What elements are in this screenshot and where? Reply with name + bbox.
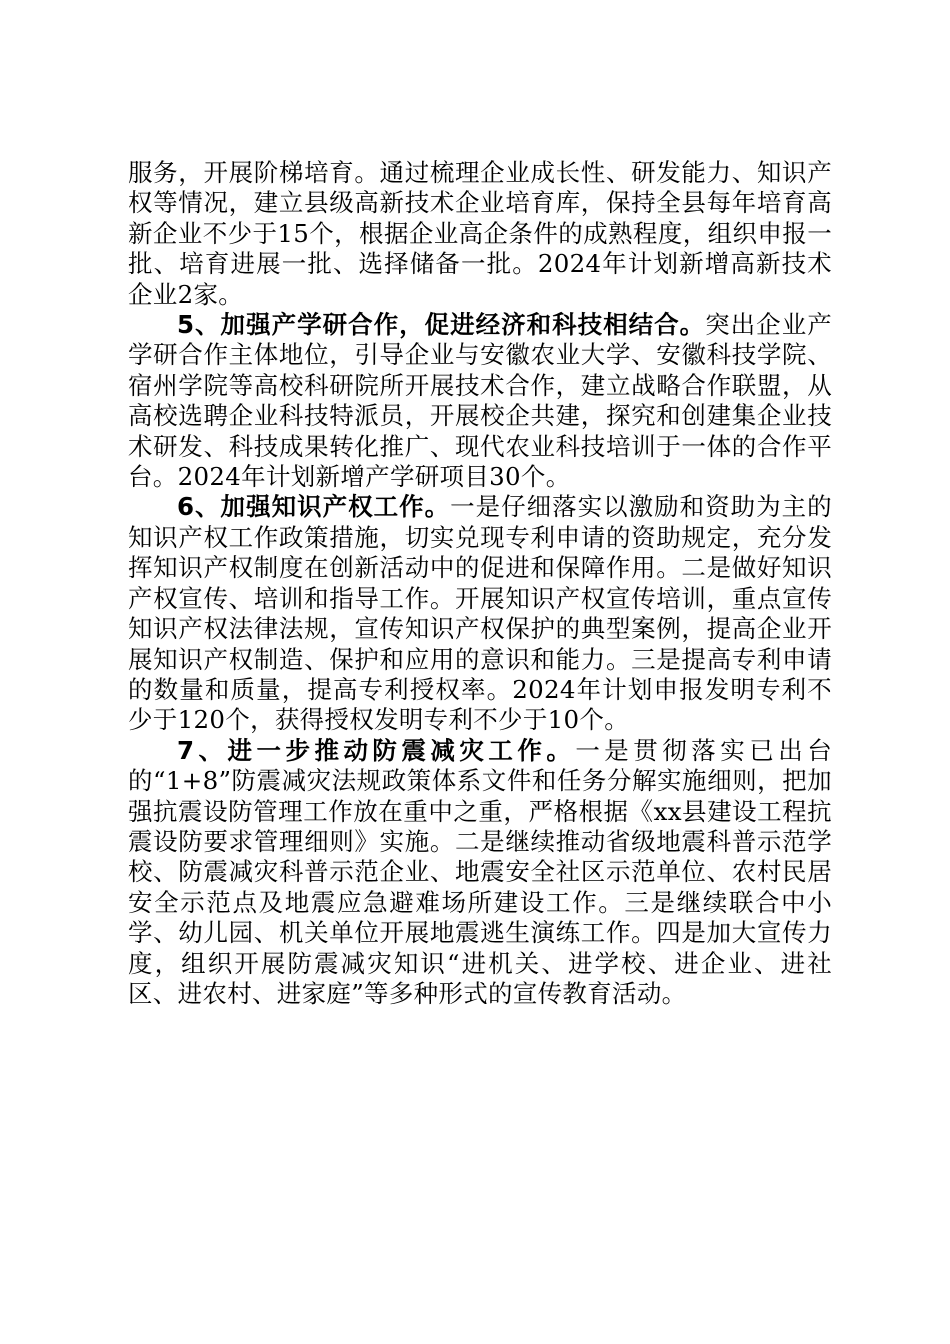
document-page — [128, 158, 832, 1009]
paragraph-intellectual-property — [128, 492, 832, 735]
paragraph-body: 一是仔细落实以激励和资助为主的知识产权工作政策措施，切实兑现专利申请的资助规定，充分发挥知识产权制度在创新活动中的促进和保障作用。二是做好知识产权宣传、培训和指导工作。开展知识产权宣传培训，重点宣传知识产权法律法规，宣传知识产权保护的典型案例，提高企业开展知识产权制造、保护和应用的意识和能力。三是提高专利申请的数量和质量，提高专利授权率。2024年计划申报发明专利不少于120个，获得授权发明专利不少于10个。 — [128, 492, 832, 735]
section-heading-6: 6、加强知识产权工作。 — [177, 492, 451, 522]
section-heading-7: 7、进一步推动防震减灾工作。 — [177, 735, 576, 765]
paragraph-earthquake-prevention — [128, 736, 832, 1010]
section-heading-5: 5、加强产学研合作，促进经济和科技相结合。 — [177, 310, 706, 340]
paragraph-enterprise-cultivation — [128, 158, 832, 310]
paragraph-industry-academia — [128, 310, 832, 492]
paragraph-body: 服务，开展阶梯培育。通过梳理企业成长性、研发能力、知识产权等情况，建立县级高新技术企业培育库，保持全县每年培育高新企业不少于15个，根据企业高企条件的成熟程度，组织申报一批、培育进展一批、选择储备一批。2024年计划新增高新技术企业2家。 — [128, 158, 832, 309]
paragraph-body: 突出企业产学研合作主体地位，引导企业与安徽农业大学、安徽科技学院、宿州学院等高校科研院所开展技术合作，建立战略合作联盟，从高校选聘企业科技特派员，开展校企共建，探究和创建集企业技术研发、科技成果转化推广、现代农业科技培训于一体的合作平台。2024年计划新增产学研项目30个。 — [128, 310, 832, 492]
paragraph-body: 一是贯彻落实已出台的“1+8”防震减灾法规政策体系文件和任务分解实施细则，把加强抗震设防管理工作放在重中之重，严格根据《xx县建设工程抗震设防要求管理细则》实施。二是继续推动省级地震科普示范学校、防震减灾科普示范企业、地震安全社区示范单位、农村民居安全示范点及地震应急避难场所建设工作。三是继续联合中小学、幼儿园、机关单位开展地震逃生演练工作。四是加大宣传力度，组织开展防震减灾知识“进机关、进学校、进企业、进社区、进农村、进家庭”等多种形式的宣传教育活动。 — [128, 735, 832, 1008]
